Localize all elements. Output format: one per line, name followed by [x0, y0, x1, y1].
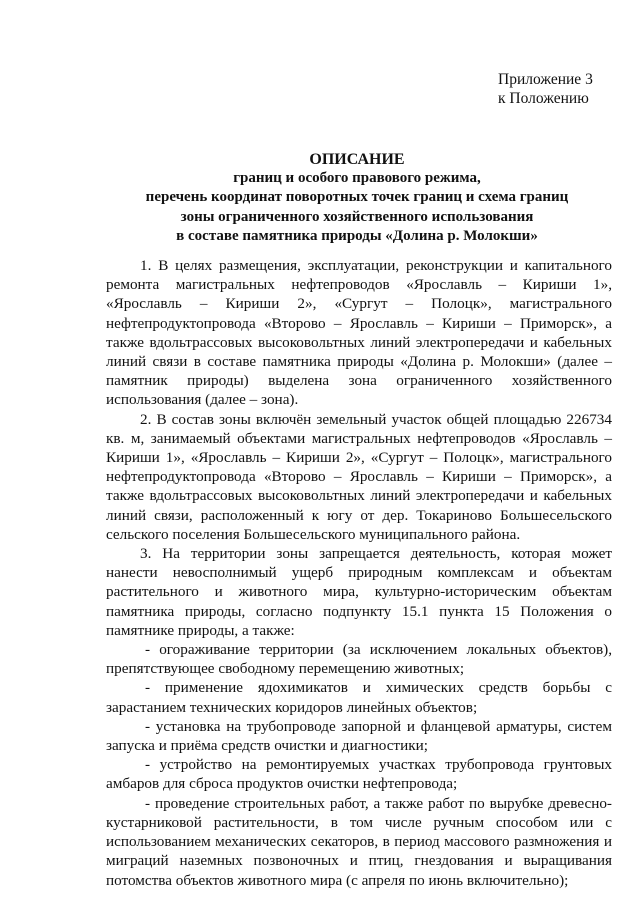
list-item: - проведение строительных работ, а также работ по вырубке древесно-кустарниковой растительности, в том числе ручным способом или с использованием механических секаторов, в период массового размножения и миграций наземных позвоночных и птиц, гнездования и выращивания потомства объектов животного мира (с апреля по июнь включительно);: [106, 794, 612, 889]
heading-line-2: перечень координат поворотных точек границ и схема границ: [145, 189, 569, 206]
heading-line-1: границ и особого правового режима,: [233, 170, 481, 187]
paragraph-1: 1. В целях размещения, эксплуатации, реконструкции и капитального ремонта магистральных нефтепроводов «Ярославль – Кириши 1», «Ярославль – Кириши 2», «Сургут – Полоцк», магистрального нефтепродуктопровода «Второво – Ярославль – Кириши – Приморск», а также вдольтрассовых высоковольтных линий электропередачи и кабельных линий связи в составе памятника природы «Долина р. Молокши» (далее – памятник природы) выделена зона ограниченного хозяйственного использования (далее – зона).: [106, 257, 612, 409]
appendix-line-1: Приложение 3: [498, 71, 593, 88]
list-item: - применение ядохимикатов и химических средств борьбы с зарастанием технических коридоров линейных объектов;: [106, 679, 612, 716]
paragraph-3: 3. На территории зоны запрещается деятельность, которая может нанести невосполнимый ущерб природным комплексам и объектам растительного и животного мира, культурно-историческим объектам памятника природы, согласно подпункту 15.1 пункта 15 Положения о памятнике природы, а также:: [106, 545, 612, 639]
heading-line-3: зоны ограниченного хозяйственного использования: [180, 208, 534, 225]
document-heading: [70, 150, 640, 246]
document-body: [106, 256, 612, 890]
list-item: - огораживание территории (за исключением локальных объектов), препятствующее свободному перемещению животных;: [106, 641, 612, 678]
list-item: - устройство на ремонтируемых участках трубопровода грунтовых амбаров для сброса продуктов очистки нефтепровода;: [106, 756, 612, 793]
list-item: - установка на трубопроводе запорной и фланцевой арматуры, систем запуска и приёма средств очистки и диагностики;: [106, 717, 612, 755]
heading-line-4: в составе памятника природы «Долина р. Молокши»: [176, 227, 538, 244]
page-title: ОПИСАНИЕ: [309, 151, 405, 168]
appendix-note: [498, 70, 618, 108]
appendix-line-2: к Положению: [498, 90, 589, 107]
paragraph-2: 2. В состав зоны включён земельный участок общей площадью 226734 кв. м, занимаемый объектами магистральных нефтепроводов «Ярославль – Кириши 1», «Ярославль – Кириши 2», «Сургут – Полоцк», магистрального нефтепродуктопровода «Второво – Ярославль – Кириши – Приморск», а также вдольтрассовых высоковольтных линий электропередачи и кабельных линий связи, расположенный к югу от дер. Токариново Большесельского сельского поселения Большесельского муниципального района.: [106, 410, 612, 543]
